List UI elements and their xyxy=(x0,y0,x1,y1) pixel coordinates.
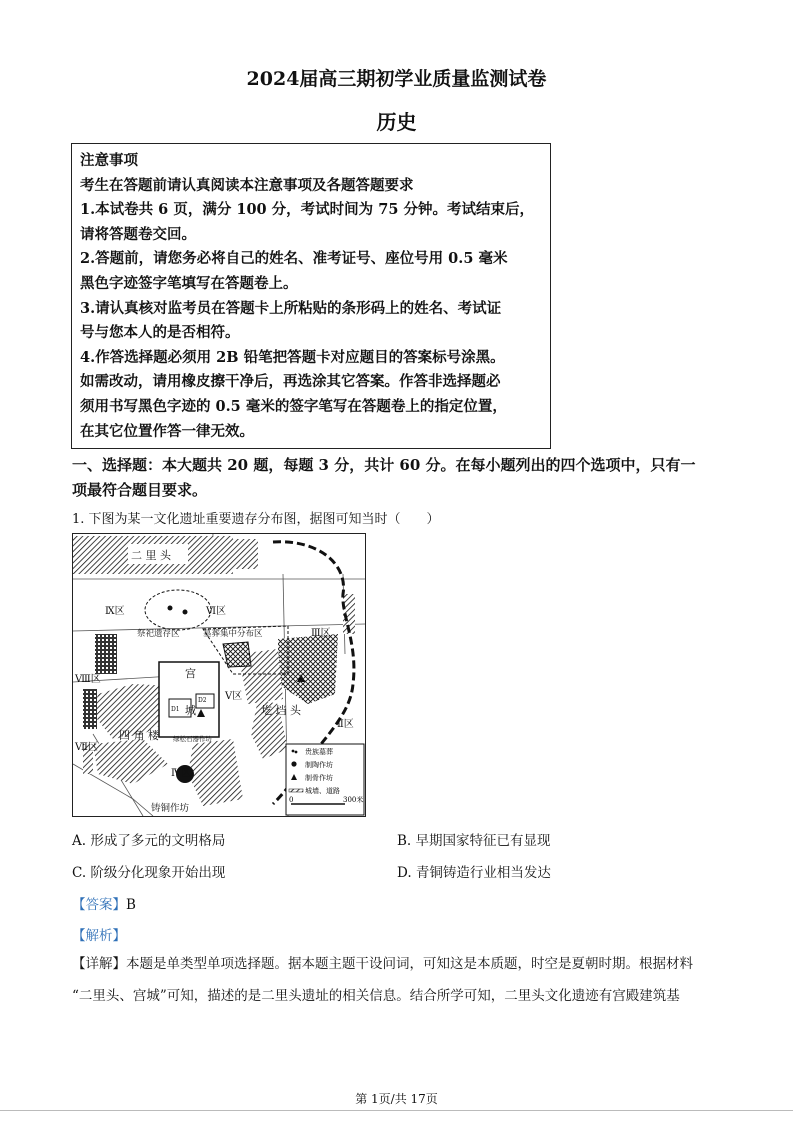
answer-value: B xyxy=(126,897,136,913)
analysis-line xyxy=(72,924,126,944)
section-heading xyxy=(72,453,722,503)
notice-line: 须用书写黑色字迹的 0.5 毫米的签字笔写在答题卷上的指定位置， xyxy=(80,397,507,415)
notice-line: 1.本试卷共 6 页，满分 100 分，考试时间为 75 分钟。考试结束后， xyxy=(80,201,534,219)
label-sijiaolou: 四 角 楼 xyxy=(119,729,159,742)
label-zone6: Ⅵ区 xyxy=(206,606,227,617)
analysis-tag: 【解析】 xyxy=(72,928,126,944)
label-zone3: Ⅲ区 xyxy=(311,628,331,639)
label-zone7: Ⅶ区 xyxy=(75,742,98,753)
option-a: A. 形成了多元的文明格局 xyxy=(72,833,226,849)
answer-tag: 【答案】 xyxy=(72,897,126,913)
notice-line: 黑色字迹签字笔填写在答题卷上。 xyxy=(80,274,298,292)
legend-item: 制陶作坊 xyxy=(305,761,333,769)
label-jisi: 祭祀遗存区 xyxy=(137,629,180,639)
legend-item: 制骨作坊 xyxy=(305,774,333,782)
notice-line: 在其它位置作答一律无效。 xyxy=(80,422,254,440)
scale-zero: 0 xyxy=(289,796,294,804)
label-zone2: Ⅱ区 xyxy=(337,719,354,730)
notice-line: 如需改动，请用橡皮擦干净后，再选涂其它答案。作答非选择题必 xyxy=(80,373,501,391)
legend-item: 城墙、道路 xyxy=(305,787,340,795)
label-zone5: Ⅴ区 xyxy=(225,691,243,702)
scale-300: 300米 xyxy=(343,796,364,804)
detail-line xyxy=(72,948,722,980)
label-zone8: Ⅷ区 xyxy=(75,674,101,685)
label-lvsong: 绿松石器作坊 xyxy=(173,735,212,743)
answer-line xyxy=(72,893,136,913)
label-gedangtou: 圪 垱 头 xyxy=(261,704,301,717)
notice-line: 3.请认真核对监考员在答题卡上所粘贴的条形码上的姓名、考试证 xyxy=(80,299,502,317)
label-zone4: Ⅳ区 xyxy=(171,768,191,779)
detail-text: 本题是单类型单项选择题。据本题主题干设问词，可知这是本质题，时空是夏朝时期。根据材料 xyxy=(126,956,693,972)
notice-line: 号与您本人的是否相符。 xyxy=(80,324,240,342)
detail-line: “二里头、宫城”可知，描述的是二里头遗址的相关信息。结合所学可知，二里头文化遗迹有宫殿建筑基 xyxy=(72,988,680,1004)
label-d1: D1 xyxy=(171,706,180,713)
footer-divider xyxy=(0,1110,793,1111)
sacrifice-area-outline xyxy=(145,590,211,630)
site-map-figure xyxy=(73,534,365,816)
detail-tag: 【详解】 xyxy=(72,956,126,972)
subject-title: 历史 xyxy=(376,110,417,134)
option-b: B. 早期国家特征已有显现 xyxy=(397,833,551,849)
map-legend xyxy=(286,744,364,815)
section-line: 一、选择题：本大题共 20 题，每题 3 分，共计 60 分。在每小题列出的四个选项中，只有一 xyxy=(72,456,696,474)
label-zhutong: 铸铜作坊 xyxy=(151,803,190,814)
section-line: 项最符合题目要求。 xyxy=(72,481,208,499)
notice-line: 请将答题卷交回。 xyxy=(80,225,196,243)
option-d: D. 青铜铸造行业相当发达 xyxy=(397,865,551,881)
question-stem: 1. 下图为某一文化遗址重要遗存分布图，据图可知当时（ ） xyxy=(72,512,440,527)
notice-line: 考生在答题前请认真阅读本注意事项及各题答题要求 xyxy=(80,176,414,194)
label-erlitou: 二 里 头 xyxy=(131,549,171,562)
legend-item: 贵族墓葬 xyxy=(305,748,333,756)
page-footer: 第 1页/共 17页 xyxy=(355,1092,438,1106)
exam-title: 2024届高三期初学业质量监测试卷 xyxy=(246,68,547,90)
label-muzang: 墓葬集中分布区 xyxy=(203,629,263,639)
label-d2: D2 xyxy=(198,697,207,704)
notice-box xyxy=(71,143,551,449)
detail-paragraph xyxy=(72,948,722,1012)
notice-line: 4.作答选择题必须用 2B 铅笔把答题卡对应题目的答案标号涂黑。 xyxy=(80,348,505,366)
notice-line: 注意事项 xyxy=(80,152,138,169)
notice-line: 2.答题前，请您务必将自己的姓名、准考证号、座位号用 0.5 毫米 xyxy=(80,250,508,268)
option-c: C. 阶级分化现象开始出现 xyxy=(72,865,226,881)
label-zone9: Ⅸ区 xyxy=(105,606,125,617)
label-cheng: 城 xyxy=(185,704,196,717)
label-gong: 宫 xyxy=(185,667,196,680)
site-map xyxy=(72,533,366,817)
